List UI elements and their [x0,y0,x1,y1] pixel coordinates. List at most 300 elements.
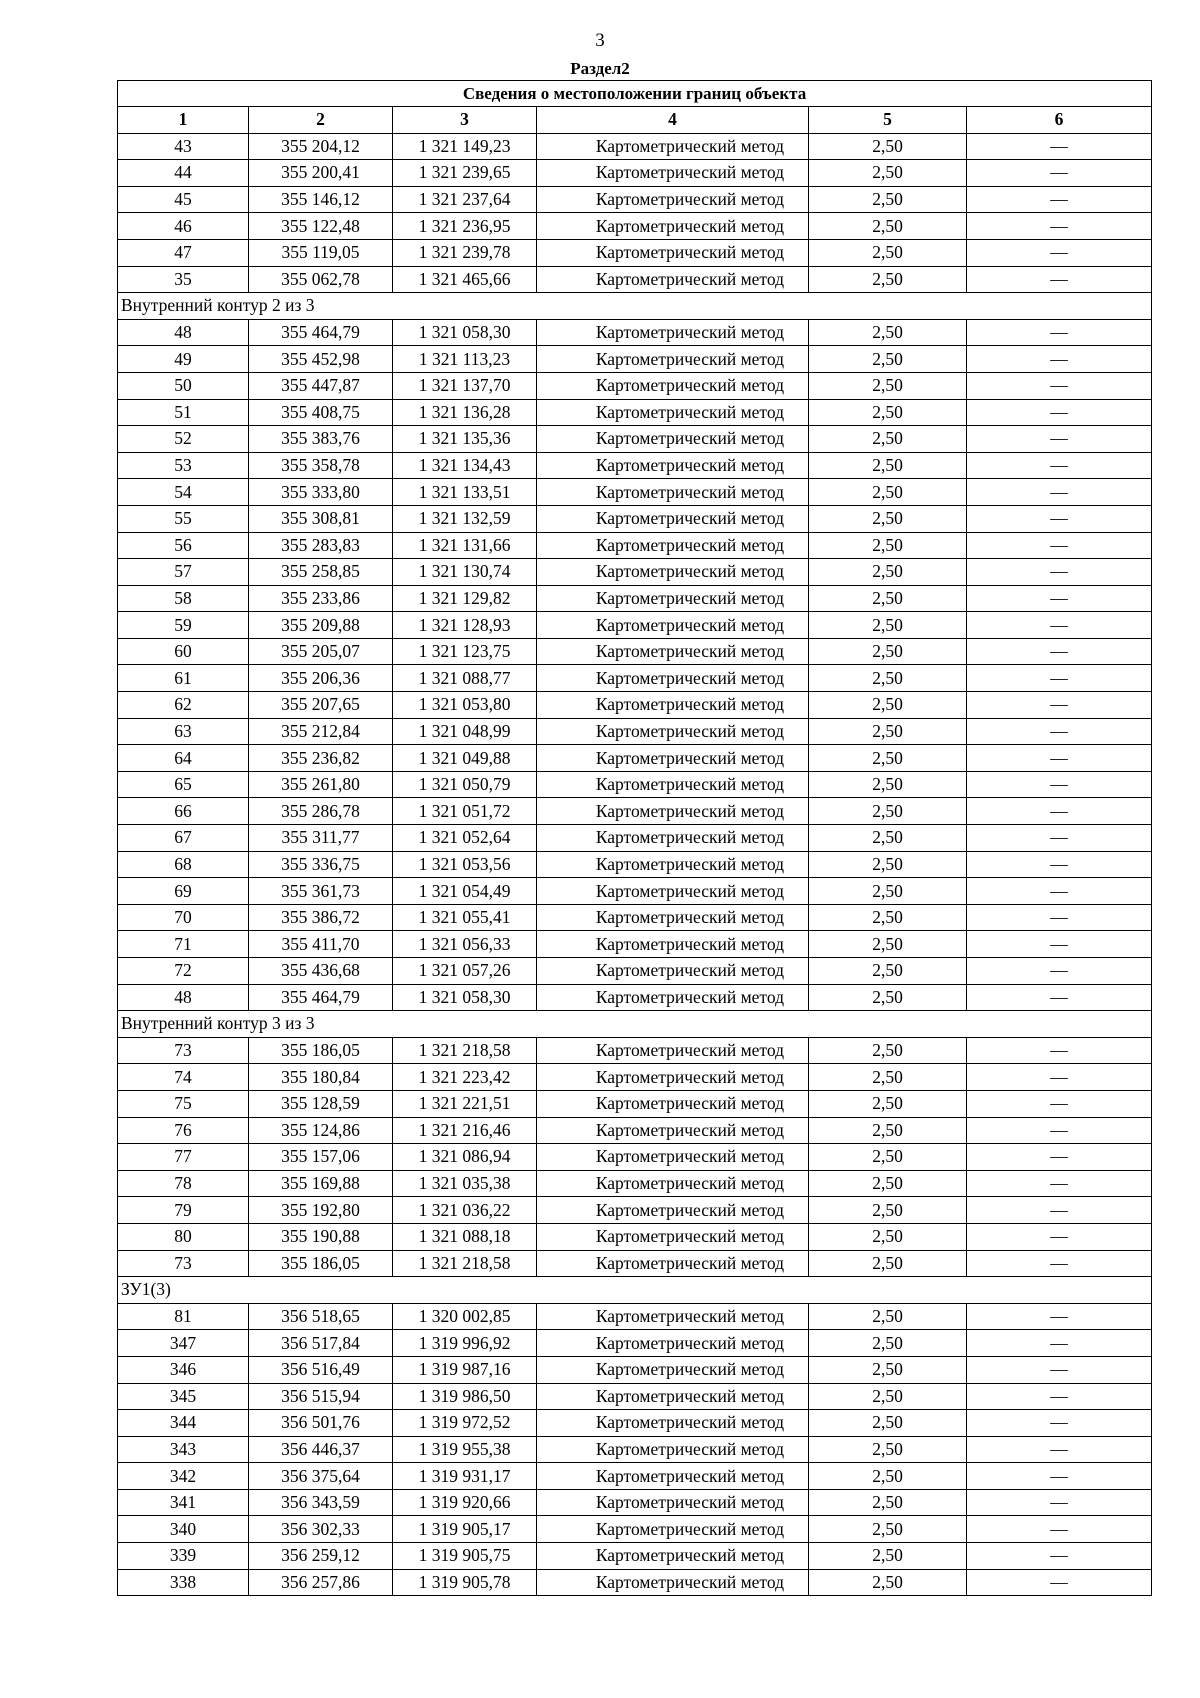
note-cell: — [967,559,1152,586]
x-coordinate-cell: 355 308,81 [249,505,393,532]
group-heading: ЗУ1(3) [118,1277,1152,1304]
y-coordinate-cell: 1 321 035,38 [393,1170,537,1197]
table-row [118,771,1152,798]
table-row [118,825,1152,852]
group-heading-row [118,293,1152,320]
x-coordinate-cell: 355 464,79 [249,319,393,346]
table-row [118,1064,1152,1091]
note-cell: — [967,266,1152,293]
accuracy-cell: 2,50 [809,532,967,559]
method-cell: Картометрический метод [537,372,809,399]
x-coordinate-cell: 355 358,78 [249,452,393,479]
x-coordinate-cell: 355 386,72 [249,904,393,931]
point-number-cell: 45 [118,186,249,213]
y-coordinate-cell: 1 321 049,88 [393,745,537,772]
accuracy-cell: 2,50 [809,1303,967,1330]
accuracy-cell: 2,50 [809,745,967,772]
note-cell: — [967,1037,1152,1064]
table-row [118,399,1152,426]
accuracy-cell: 2,50 [809,1250,967,1277]
method-cell: Картометрический метод [537,133,809,160]
table-row [118,452,1152,479]
y-coordinate-cell: 1 321 218,58 [393,1037,537,1064]
method-cell: Картометрический метод [537,958,809,985]
accuracy-cell: 2,50 [809,452,967,479]
note-cell: — [967,585,1152,612]
y-coordinate-cell: 1 321 221,51 [393,1090,537,1117]
method-cell: Картометрический метод [537,426,809,453]
accuracy-cell: 2,50 [809,1223,967,1250]
accuracy-cell: 2,50 [809,958,967,985]
point-number-cell: 74 [118,1064,249,1091]
accuracy-cell: 2,50 [809,160,967,187]
note-cell: — [967,505,1152,532]
method-cell: Картометрический метод [537,1436,809,1463]
point-number-cell: 49 [118,346,249,373]
y-coordinate-cell: 1 321 088,77 [393,665,537,692]
x-coordinate-cell: 355 383,76 [249,426,393,453]
point-number-cell: 61 [118,665,249,692]
note-cell: — [967,1463,1152,1490]
table-row [118,213,1152,240]
point-number-cell: 344 [118,1410,249,1437]
column-header-5: 5 [809,107,967,134]
table-row [118,1383,1152,1410]
point-number-cell: 53 [118,452,249,479]
page-number: 3 [595,30,605,51]
note-cell: — [967,213,1152,240]
column-header-1: 1 [118,107,249,134]
accuracy-cell: 2,50 [809,931,967,958]
method-cell: Картометрический метод [537,239,809,266]
table-row [118,532,1152,559]
y-coordinate-cell: 1 321 057,26 [393,958,537,985]
group-heading-row [118,1277,1152,1304]
note-cell: — [967,1090,1152,1117]
y-coordinate-cell: 1 321 056,33 [393,931,537,958]
table-row [118,1117,1152,1144]
y-coordinate-cell: 1 321 086,94 [393,1144,537,1171]
point-number-cell: 46 [118,213,249,240]
note-cell: — [967,346,1152,373]
table-row [118,1037,1152,1064]
point-number-cell: 340 [118,1516,249,1543]
note-cell: — [967,160,1152,187]
x-coordinate-cell: 355 190,88 [249,1223,393,1250]
note-cell: — [967,931,1152,958]
x-coordinate-cell: 355 186,05 [249,1250,393,1277]
method-cell: Картометрический метод [537,665,809,692]
table-row [118,931,1152,958]
point-number-cell: 50 [118,372,249,399]
accuracy-cell: 2,50 [809,638,967,665]
accuracy-cell: 2,50 [809,213,967,240]
point-number-cell: 56 [118,532,249,559]
method-cell: Картометрический метод [537,1170,809,1197]
point-number-cell: 77 [118,1144,249,1171]
point-number-cell: 48 [118,984,249,1011]
x-coordinate-cell: 356 515,94 [249,1383,393,1410]
x-coordinate-cell: 356 259,12 [249,1543,393,1570]
x-coordinate-cell: 355 333,80 [249,479,393,506]
point-number-cell: 78 [118,1170,249,1197]
table-row [118,1223,1152,1250]
point-number-cell: 81 [118,1303,249,1330]
group-heading: Внутренний контур 2 из 3 [118,293,1152,320]
accuracy-cell: 2,50 [809,186,967,213]
y-coordinate-cell: 1 321 055,41 [393,904,537,931]
table-row [118,1569,1152,1596]
y-coordinate-cell: 1 321 136,28 [393,399,537,426]
note-cell: — [967,1410,1152,1437]
accuracy-cell: 2,50 [809,825,967,852]
method-cell: Картометрический метод [537,984,809,1011]
method-cell: Картометрический метод [537,1303,809,1330]
x-coordinate-cell: 355 212,84 [249,718,393,745]
y-coordinate-cell: 1 321 131,66 [393,532,537,559]
table-row [118,1090,1152,1117]
accuracy-cell: 2,50 [809,1436,967,1463]
point-number-cell: 75 [118,1090,249,1117]
note-cell: — [967,771,1152,798]
x-coordinate-cell: 356 375,64 [249,1463,393,1490]
y-coordinate-cell: 1 321 135,36 [393,426,537,453]
x-coordinate-cell: 355 157,06 [249,1144,393,1171]
point-number-cell: 44 [118,160,249,187]
note-cell: — [967,904,1152,931]
note-cell: — [967,1223,1152,1250]
point-number-cell: 66 [118,798,249,825]
table-body [118,133,1152,1596]
y-coordinate-cell: 1 321 113,23 [393,346,537,373]
accuracy-cell: 2,50 [809,399,967,426]
x-coordinate-cell: 355 186,05 [249,1037,393,1064]
point-number-cell: 339 [118,1543,249,1570]
table-row [118,798,1152,825]
y-coordinate-cell: 1 321 058,30 [393,319,537,346]
method-cell: Картометрический метод [537,399,809,426]
table-row [118,1197,1152,1224]
x-coordinate-cell: 355 180,84 [249,1064,393,1091]
table-row [118,133,1152,160]
x-coordinate-cell: 355 206,36 [249,665,393,692]
method-cell: Картометрический метод [537,638,809,665]
method-cell: Картометрический метод [537,1064,809,1091]
table-row [118,958,1152,985]
method-cell: Картометрический метод [537,1037,809,1064]
x-coordinate-cell: 355 128,59 [249,1090,393,1117]
point-number-cell: 62 [118,692,249,719]
point-number-cell: 35 [118,266,249,293]
note-cell: — [967,186,1152,213]
accuracy-cell: 2,50 [809,1516,967,1543]
table-row [118,1303,1152,1330]
note-cell: — [967,1144,1152,1171]
table-row [118,1410,1152,1437]
table-row [118,1436,1152,1463]
table-row [118,1250,1152,1277]
x-coordinate-cell: 355 062,78 [249,266,393,293]
x-coordinate-cell: 355 258,85 [249,559,393,586]
note-cell: — [967,665,1152,692]
y-coordinate-cell: 1 321 223,42 [393,1064,537,1091]
method-cell: Картометрический метод [537,479,809,506]
note-cell: — [967,718,1152,745]
point-number-cell: 347 [118,1330,249,1357]
note-cell: — [967,1543,1152,1570]
x-coordinate-cell: 355 233,86 [249,585,393,612]
x-coordinate-cell: 355 192,80 [249,1197,393,1224]
note-cell: — [967,1489,1152,1516]
x-coordinate-cell: 355 122,48 [249,213,393,240]
x-coordinate-cell: 355 119,05 [249,239,393,266]
method-cell: Картометрический метод [537,1250,809,1277]
note-cell: — [967,1436,1152,1463]
accuracy-cell: 2,50 [809,904,967,931]
accuracy-cell: 2,50 [809,426,967,453]
y-coordinate-cell: 1 321 239,65 [393,160,537,187]
method-cell: Картометрический метод [537,904,809,931]
y-coordinate-cell: 1 321 216,46 [393,1117,537,1144]
accuracy-cell: 2,50 [809,1330,967,1357]
y-coordinate-cell: 1 321 130,74 [393,559,537,586]
table-row [118,1356,1152,1383]
point-number-cell: 47 [118,239,249,266]
note-cell: — [967,878,1152,905]
note-cell: — [967,133,1152,160]
accuracy-cell: 2,50 [809,984,967,1011]
accuracy-cell: 2,50 [809,372,967,399]
y-coordinate-cell: 1 321 133,51 [393,479,537,506]
note-cell: — [967,532,1152,559]
table-row [118,692,1152,719]
method-cell: Картометрический метод [537,1489,809,1516]
method-cell: Картометрический метод [537,266,809,293]
point-number-cell: 64 [118,745,249,772]
point-number-cell: 73 [118,1250,249,1277]
table-row [118,1144,1152,1171]
x-coordinate-cell: 355 146,12 [249,186,393,213]
point-number-cell: 70 [118,904,249,931]
method-cell: Картометрический метод [537,1463,809,1490]
method-cell: Картометрический метод [537,931,809,958]
point-number-cell: 76 [118,1117,249,1144]
note-cell: — [967,851,1152,878]
table-row [118,1330,1152,1357]
column-header-2: 2 [249,107,393,134]
accuracy-cell: 2,50 [809,1569,967,1596]
method-cell: Картометрический метод [537,1197,809,1224]
point-number-cell: 71 [118,931,249,958]
accuracy-cell: 2,50 [809,1356,967,1383]
accuracy-cell: 2,50 [809,1489,967,1516]
table-row [118,904,1152,931]
accuracy-cell: 2,50 [809,1197,967,1224]
table-row [118,585,1152,612]
y-coordinate-cell: 1 321 052,64 [393,825,537,852]
table-row [118,319,1152,346]
accuracy-cell: 2,50 [809,1170,967,1197]
x-coordinate-cell: 355 209,88 [249,612,393,639]
table-row [118,1489,1152,1516]
y-coordinate-cell: 1 319 931,17 [393,1463,537,1490]
method-cell: Картометрический метод [537,559,809,586]
x-coordinate-cell: 356 518,65 [249,1303,393,1330]
x-coordinate-cell: 355 169,88 [249,1170,393,1197]
note-cell: — [967,319,1152,346]
point-number-cell: 48 [118,319,249,346]
x-coordinate-cell: 355 283,83 [249,532,393,559]
note-cell: — [967,612,1152,639]
accuracy-cell: 2,50 [809,1383,967,1410]
table-row [118,426,1152,453]
method-cell: Картометрический метод [537,1144,809,1171]
y-coordinate-cell: 1 321 058,30 [393,984,537,1011]
table-row [118,1543,1152,1570]
note-cell: — [967,692,1152,719]
table-row [118,346,1152,373]
note-cell: — [967,1569,1152,1596]
point-number-cell: 54 [118,479,249,506]
point-number-cell: 338 [118,1569,249,1596]
accuracy-cell: 2,50 [809,771,967,798]
table-row [118,239,1152,266]
accuracy-cell: 2,50 [809,1543,967,1570]
point-number-cell: 43 [118,133,249,160]
y-coordinate-cell: 1 321 237,64 [393,186,537,213]
accuracy-cell: 2,50 [809,266,967,293]
table-row [118,372,1152,399]
x-coordinate-cell: 355 336,75 [249,851,393,878]
note-cell: — [967,1250,1152,1277]
point-number-cell: 79 [118,1197,249,1224]
y-coordinate-cell: 1 321 465,66 [393,266,537,293]
table-row [118,559,1152,586]
method-cell: Картометрический метод [537,1383,809,1410]
method-cell: Картометрический метод [537,1330,809,1357]
table-row [118,479,1152,506]
accuracy-cell: 2,50 [809,612,967,639]
accuracy-cell: 2,50 [809,346,967,373]
accuracy-cell: 2,50 [809,851,967,878]
x-coordinate-cell: 355 261,80 [249,771,393,798]
y-coordinate-cell: 1 321 128,93 [393,612,537,639]
point-number-cell: 60 [118,638,249,665]
y-coordinate-cell: 1 321 149,23 [393,133,537,160]
accuracy-cell: 2,50 [809,1463,967,1490]
accuracy-cell: 2,50 [809,692,967,719]
note-cell: — [967,745,1152,772]
note-cell: — [967,1516,1152,1543]
table-caption: Сведения о местоположении границ объекта [118,81,1152,107]
accuracy-cell: 2,50 [809,665,967,692]
x-coordinate-cell: 355 436,68 [249,958,393,985]
note-cell: — [967,825,1152,852]
table-row [118,1463,1152,1490]
accuracy-cell: 2,50 [809,1064,967,1091]
table-row [118,718,1152,745]
point-number-cell: 58 [118,585,249,612]
x-coordinate-cell: 356 446,37 [249,1436,393,1463]
method-cell: Картометрический метод [537,319,809,346]
y-coordinate-cell: 1 319 955,38 [393,1436,537,1463]
table-row [118,745,1152,772]
point-number-cell: 343 [118,1436,249,1463]
y-coordinate-cell: 1 321 123,75 [393,638,537,665]
point-number-cell: 57 [118,559,249,586]
point-number-cell: 72 [118,958,249,985]
method-cell: Картометрический метод [537,213,809,240]
table-row [118,505,1152,532]
note-cell: — [967,452,1152,479]
y-coordinate-cell: 1 321 050,79 [393,771,537,798]
point-number-cell: 341 [118,1489,249,1516]
y-coordinate-cell: 1 321 132,59 [393,505,537,532]
x-coordinate-cell: 356 516,49 [249,1356,393,1383]
note-cell: — [967,426,1152,453]
note-cell: — [967,1170,1152,1197]
table-row [118,638,1152,665]
y-coordinate-cell: 1 319 905,78 [393,1569,537,1596]
point-number-cell: 55 [118,505,249,532]
method-cell: Картометрический метод [537,1543,809,1570]
note-cell: — [967,1064,1152,1091]
method-cell: Картометрический метод [537,1117,809,1144]
accuracy-cell: 2,50 [809,505,967,532]
method-cell: Картометрический метод [537,1356,809,1383]
point-number-cell: 59 [118,612,249,639]
note-cell: — [967,1117,1152,1144]
method-cell: Картометрический метод [537,186,809,213]
point-number-cell: 342 [118,1463,249,1490]
x-coordinate-cell: 355 311,77 [249,825,393,852]
table-row [118,878,1152,905]
table-row [118,160,1152,187]
note-cell: — [967,958,1152,985]
x-coordinate-cell: 355 411,70 [249,931,393,958]
x-coordinate-cell: 355 447,87 [249,372,393,399]
y-coordinate-cell: 1 321 054,49 [393,878,537,905]
y-coordinate-cell: 1 321 137,70 [393,372,537,399]
method-cell: Картометрический метод [537,612,809,639]
note-cell: — [967,984,1152,1011]
y-coordinate-cell: 1 319 987,16 [393,1356,537,1383]
method-cell: Картометрический метод [537,452,809,479]
note-cell: — [967,1303,1152,1330]
table-row [118,612,1152,639]
point-number-cell: 80 [118,1223,249,1250]
x-coordinate-cell: 355 236,82 [249,745,393,772]
point-number-cell: 346 [118,1356,249,1383]
table-row [118,1170,1152,1197]
table-row [118,665,1152,692]
point-number-cell: 67 [118,825,249,852]
method-cell: Картометрический метод [537,718,809,745]
group-heading: Внутренний контур 3 из 3 [118,1011,1152,1038]
accuracy-cell: 2,50 [809,1117,967,1144]
x-coordinate-cell: 355 464,79 [249,984,393,1011]
y-coordinate-cell: 1 321 134,43 [393,452,537,479]
column-header-3: 3 [393,107,537,134]
method-cell: Картометрический метод [537,745,809,772]
accuracy-cell: 2,50 [809,878,967,905]
group-heading-row [118,1011,1152,1038]
y-coordinate-cell: 1 319 905,17 [393,1516,537,1543]
column-header-row [118,107,1152,134]
method-cell: Картометрический метод [537,1223,809,1250]
method-cell: Картометрический метод [537,1090,809,1117]
accuracy-cell: 2,50 [809,1144,967,1171]
